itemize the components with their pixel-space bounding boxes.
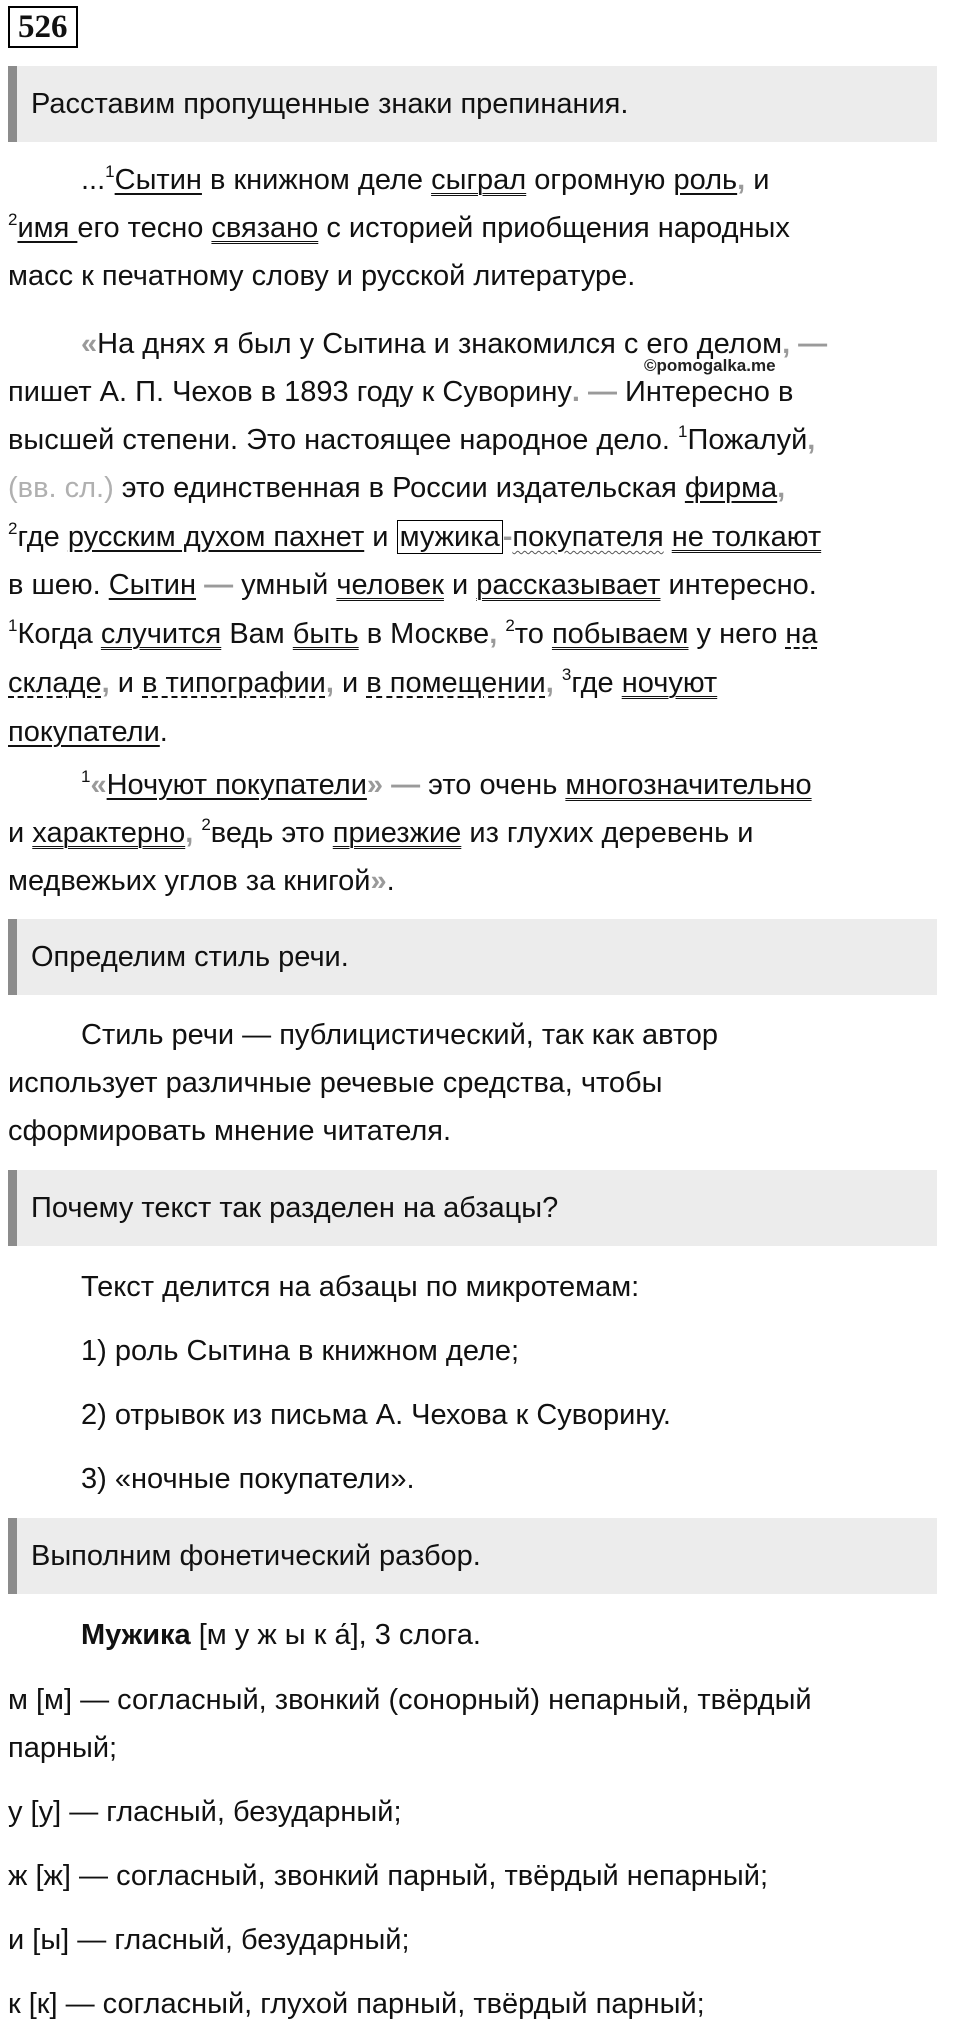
- punctuation-mark: »: [370, 865, 387, 897]
- punctuation-mark: . —: [571, 376, 617, 408]
- predicate: побываем: [551, 618, 689, 650]
- text-line: и характерно, $^2$ведь это приезжие из глухих деревень и: [8, 815, 754, 849]
- text-line: $^2$имя его тесно связано с историей приобщения народных: [8, 210, 790, 244]
- adverbial: на: [785, 618, 818, 650]
- punctuation-mark: ,: [185, 817, 194, 849]
- section-header-phonetic: Выполним фонетический разбор.: [8, 1518, 937, 1594]
- text-line: сформировать мнение читателя.: [8, 1115, 452, 1147]
- predicate: многозначительно: [565, 769, 812, 801]
- punctuation-mark: ,: [101, 667, 110, 699]
- punctuation-mark: —: [383, 769, 429, 801]
- subject: Сытин: [108, 569, 197, 601]
- section-header-style: Определим стиль речи.: [8, 919, 937, 995]
- punctuation-mark: , —: [782, 328, 828, 360]
- subject: имя: [17, 212, 78, 244]
- predicate: ночуют: [621, 667, 718, 699]
- text-line: парный;: [8, 1732, 118, 1764]
- attribute: покупателя: [512, 521, 664, 553]
- text-line: покупатели.: [8, 716, 168, 748]
- text-line: $^1$Когда случится Вам быть в Москве, $^2$то побываем у него на: [8, 616, 818, 650]
- section-header-paragraphs: Почему текст так разделен на абзацы?: [8, 1170, 937, 1246]
- text-line: пишет А. П. Чехов в 1893 году к Суворину. — Интересно в: [8, 376, 794, 408]
- punctuation-mark: ,: [325, 667, 334, 699]
- subject: покупатели: [8, 716, 160, 748]
- subject: Ночуют покупатели: [106, 769, 367, 801]
- text-line: использует различные речевые средства, чтобы: [8, 1067, 663, 1099]
- list-item: 1) роль Сытина в книжном деле;: [81, 1335, 520, 1367]
- text-line: и [ы] — гласный, безударный;: [8, 1924, 410, 1956]
- text-line: ж [ж] — согласный, звонкий парный, твёрдый непарный;: [8, 1860, 769, 1892]
- predicate: характерно: [32, 817, 186, 849]
- highlighted-word: мужика: [397, 520, 503, 554]
- punctuation-mark: ,: [807, 424, 816, 456]
- predicate: не толкают: [671, 521, 822, 553]
- text-line: Стиль речи — публицистический, так как автор: [81, 1019, 719, 1051]
- punctuation-mark: ,: [737, 164, 746, 196]
- list-item: 3) «ночные покупатели».: [81, 1463, 415, 1495]
- text-line: складе, и в типографии, и в помещении, $^3$где ночуют: [8, 665, 718, 699]
- adverbial: складе: [8, 667, 102, 699]
- punctuation-mark: ,: [489, 618, 506, 650]
- punctuation-mark: ,: [545, 667, 554, 699]
- adverbial: в помещении: [366, 667, 546, 699]
- subject: Сытин: [114, 164, 202, 196]
- subject: фирма: [684, 472, 778, 504]
- predicate: приезжие: [332, 817, 462, 849]
- text-line: $^1$«Ночуют покупатели» — это очень многозначительно: [81, 767, 812, 801]
- text-line: медвежьих углов за книгой».: [8, 865, 395, 897]
- task-number: 526: [8, 6, 78, 48]
- predicate: случится: [100, 618, 222, 650]
- punctuation-mark: »: [366, 769, 384, 801]
- punctuation-mark: «: [81, 328, 98, 360]
- parenthetical-note: (вв. сл.): [8, 472, 114, 504]
- analyzed-word: Мужика: [81, 1619, 191, 1651]
- text-line: Текст делится на абзацы по микротемам:: [81, 1271, 640, 1303]
- predicate: связано: [211, 212, 319, 244]
- text-line: м [м] — согласный, звонкий (сонорный) непарный, твёрдый: [8, 1684, 812, 1716]
- punctuation-mark: «: [90, 769, 107, 801]
- text-line: ...$^1$Сытин в книжном деле сыграл огромную роль, и: [81, 162, 770, 196]
- text-line: высшей степени. Это настоящее народное дело. $^1$Пожалуй,: [8, 422, 816, 456]
- punctuation-mark: —: [196, 569, 242, 601]
- punctuation-mark: -: [502, 521, 513, 553]
- section-header-punctuation: Расставим пропущенные знаки препинания.: [8, 66, 937, 142]
- predicate: быть: [292, 618, 359, 650]
- subject: русским духом пахнет: [67, 521, 365, 553]
- text-line: у [у] — гласный, безударный;: [8, 1796, 402, 1828]
- text-line: Мужика [м у ж ы к а́], 3 слога.: [81, 1619, 481, 1651]
- predicate: человек: [336, 569, 444, 601]
- list-item: 2) отрывок из письма А. Чехова к Суворину.: [81, 1399, 671, 1431]
- watermark: ©pomogalka.me: [644, 356, 776, 375]
- text-line: к [к] — согласный, глухой парный, твёрдый парный;: [8, 1988, 705, 2020]
- text-line: в шею. Сытин — умный человек и рассказывает интересно.: [8, 569, 817, 601]
- text-line: $^2$где русским духом пахнет и мужика -покупателя не толкают: [8, 519, 822, 553]
- subject: роль: [673, 164, 738, 196]
- adverbial: в типографии: [142, 667, 326, 699]
- text-line: масс к печатному слову и русской литературе.: [8, 260, 636, 292]
- predicate: сыграл: [431, 164, 527, 196]
- text-line: «На днях я был у Сытина и знакомился с его делом, —: [81, 328, 828, 360]
- text-line: (вв. сл.) это единственная в России издательская фирма,: [8, 472, 786, 504]
- punctuation-mark: ,: [777, 472, 786, 504]
- predicate: рассказывает: [476, 569, 661, 601]
